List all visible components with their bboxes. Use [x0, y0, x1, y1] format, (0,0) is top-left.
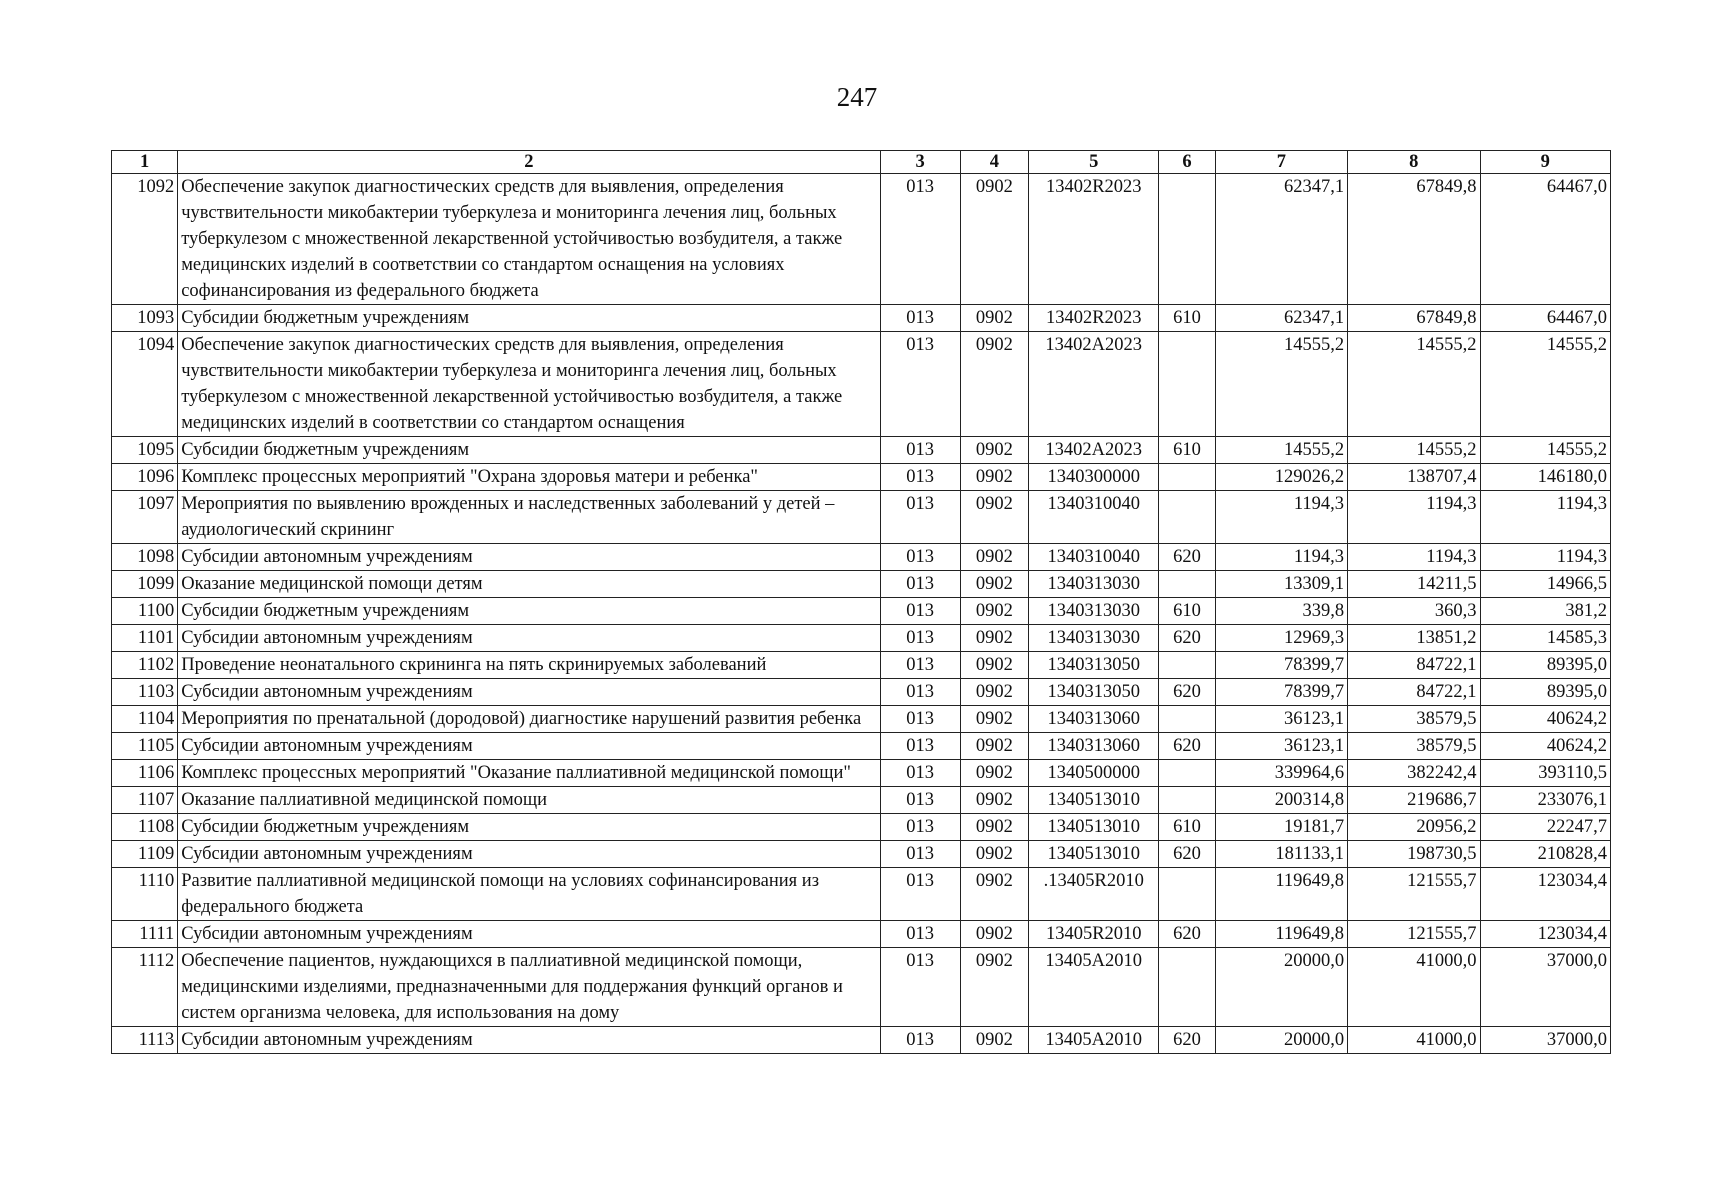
target-article: 1340513010	[1029, 814, 1159, 841]
row-number: 1109	[112, 841, 178, 868]
row-number: 1095	[112, 437, 178, 464]
row-number: 1102	[112, 652, 178, 679]
table-row	[112, 948, 1611, 1027]
amount-2024: 36123,1	[1215, 733, 1347, 760]
target-article: 1340310040	[1029, 491, 1159, 544]
amount-2025: 14555,2	[1348, 332, 1480, 437]
ministry-code: 013	[880, 760, 960, 787]
ministry-code: 013	[880, 625, 960, 652]
expense-type	[1159, 652, 1215, 679]
section-code: 0902	[960, 598, 1028, 625]
column-header: 9	[1480, 151, 1611, 174]
target-article: 1340313030	[1029, 625, 1159, 652]
amount-2026: 89395,0	[1480, 679, 1611, 706]
section-code: 0902	[960, 652, 1028, 679]
expense-type	[1159, 174, 1215, 305]
amount-2025: 198730,5	[1348, 841, 1480, 868]
target-article: 13402R2023	[1029, 174, 1159, 305]
expense-type: 610	[1159, 437, 1215, 464]
item-name: Субсидии бюджетным учреждениям	[178, 598, 880, 625]
amount-2024: 12969,3	[1215, 625, 1347, 652]
amount-2024: 339964,6	[1215, 760, 1347, 787]
amount-2025: 382242,4	[1348, 760, 1480, 787]
table-row	[112, 733, 1611, 760]
item-name: Субсидии бюджетным учреждениям	[178, 437, 880, 464]
column-header: 2	[178, 151, 880, 174]
expense-type: 620	[1159, 544, 1215, 571]
amount-2024: 200314,8	[1215, 787, 1347, 814]
table-row	[112, 544, 1611, 571]
amount-2024: 14555,2	[1215, 332, 1347, 437]
ministry-code: 013	[880, 437, 960, 464]
expense-type	[1159, 571, 1215, 598]
table-row	[112, 706, 1611, 733]
target-article: 13402A2023	[1029, 437, 1159, 464]
target-article: 1340313050	[1029, 679, 1159, 706]
amount-2024: 1194,3	[1215, 491, 1347, 544]
expense-type	[1159, 760, 1215, 787]
row-number: 1099	[112, 571, 178, 598]
amount-2026: 123034,4	[1480, 868, 1611, 921]
amount-2024: 129026,2	[1215, 464, 1347, 491]
section-code: 0902	[960, 437, 1028, 464]
amount-2026: 40624,2	[1480, 706, 1611, 733]
amount-2026: 393110,5	[1480, 760, 1611, 787]
row-number: 1111	[112, 921, 178, 948]
amount-2025: 20956,2	[1348, 814, 1480, 841]
amount-2026: 37000,0	[1480, 1027, 1611, 1054]
section-code: 0902	[960, 921, 1028, 948]
column-header: 5	[1029, 151, 1159, 174]
item-name: Развитие паллиативной медицинской помощи на условиях софинансирования из федерального бюджета	[178, 868, 880, 921]
table-row	[112, 571, 1611, 598]
amount-2024: 62347,1	[1215, 174, 1347, 305]
amount-2025: 41000,0	[1348, 948, 1480, 1027]
column-header: 4	[960, 151, 1028, 174]
amount-2026: 14585,3	[1480, 625, 1611, 652]
row-number: 1113	[112, 1027, 178, 1054]
amount-2026: 89395,0	[1480, 652, 1611, 679]
expense-type: 620	[1159, 625, 1215, 652]
amount-2025: 121555,7	[1348, 868, 1480, 921]
amount-2024: 20000,0	[1215, 948, 1347, 1027]
section-code: 0902	[960, 733, 1028, 760]
expense-type	[1159, 868, 1215, 921]
expense-type: 610	[1159, 814, 1215, 841]
amount-2026: 64467,0	[1480, 174, 1611, 305]
column-header: 7	[1215, 151, 1347, 174]
amount-2026: 1194,3	[1480, 544, 1611, 571]
item-name: Субсидии автономным учреждениям	[178, 679, 880, 706]
item-name: Мероприятия по пренатальной (дородовой) диагностике нарушений развития ребенка	[178, 706, 880, 733]
ministry-code: 013	[880, 814, 960, 841]
item-name: Оказание паллиативной медицинской помощи	[178, 787, 880, 814]
target-article: 1340300000	[1029, 464, 1159, 491]
section-code: 0902	[960, 787, 1028, 814]
expense-type: 620	[1159, 921, 1215, 948]
row-number: 1101	[112, 625, 178, 652]
table-row	[112, 464, 1611, 491]
amount-2026: 1194,3	[1480, 491, 1611, 544]
item-name: Мероприятия по выявлению врожденных и наследственных заболеваний у детей – аудиологический скрининг	[178, 491, 880, 544]
section-code: 0902	[960, 760, 1028, 787]
section-code: 0902	[960, 868, 1028, 921]
amount-2024: 19181,7	[1215, 814, 1347, 841]
table-row	[112, 921, 1611, 948]
amount-2025: 38579,5	[1348, 733, 1480, 760]
table-row	[112, 787, 1611, 814]
ministry-code: 013	[880, 868, 960, 921]
ministry-code: 013	[880, 948, 960, 1027]
ministry-code: 013	[880, 841, 960, 868]
amount-2024: 119649,8	[1215, 868, 1347, 921]
table-row	[112, 1027, 1611, 1054]
expense-type	[1159, 332, 1215, 437]
table-row	[112, 437, 1611, 464]
target-article: 13402A2023	[1029, 332, 1159, 437]
item-name: Субсидии автономным учреждениям	[178, 625, 880, 652]
ministry-code: 013	[880, 174, 960, 305]
row-number: 1098	[112, 544, 178, 571]
amount-2025: 121555,7	[1348, 921, 1480, 948]
item-name: Проведение неонатального скрининга на пять скринируемых заболеваний	[178, 652, 880, 679]
table-row	[112, 652, 1611, 679]
item-name: Субсидии автономным учреждениям	[178, 1027, 880, 1054]
ministry-code: 013	[880, 679, 960, 706]
amount-2024: 36123,1	[1215, 706, 1347, 733]
ministry-code: 013	[880, 491, 960, 544]
section-code: 0902	[960, 571, 1028, 598]
target-article: 13402R2023	[1029, 305, 1159, 332]
row-number: 1093	[112, 305, 178, 332]
section-code: 0902	[960, 544, 1028, 571]
amount-2024: 339,8	[1215, 598, 1347, 625]
target-article: 1340310040	[1029, 544, 1159, 571]
section-code: 0902	[960, 1027, 1028, 1054]
target-article: .13405R2010	[1029, 868, 1159, 921]
ministry-code: 013	[880, 1027, 960, 1054]
ministry-code: 013	[880, 544, 960, 571]
target-article: 1340313050	[1029, 652, 1159, 679]
section-code: 0902	[960, 706, 1028, 733]
expense-type	[1159, 706, 1215, 733]
row-number: 1096	[112, 464, 178, 491]
table-row	[112, 841, 1611, 868]
target-article: 1340313030	[1029, 571, 1159, 598]
expense-type: 620	[1159, 841, 1215, 868]
section-code: 0902	[960, 814, 1028, 841]
table-row	[112, 625, 1611, 652]
amount-2026: 64467,0	[1480, 305, 1611, 332]
table-row	[112, 814, 1611, 841]
ministry-code: 013	[880, 305, 960, 332]
header-row	[112, 151, 1611, 174]
item-name: Субсидии автономным учреждениям	[178, 733, 880, 760]
column-header: 8	[1348, 151, 1480, 174]
expense-type	[1159, 948, 1215, 1027]
amount-2026: 14966,5	[1480, 571, 1611, 598]
row-number: 1103	[112, 679, 178, 706]
section-code: 0902	[960, 332, 1028, 437]
amount-2026: 233076,1	[1480, 787, 1611, 814]
item-name: Комплекс процессных мероприятий "Охрана здоровья матери и ребенка"	[178, 464, 880, 491]
amount-2025: 1194,3	[1348, 491, 1480, 544]
ministry-code: 013	[880, 598, 960, 625]
section-code: 0902	[960, 948, 1028, 1027]
section-code: 0902	[960, 174, 1028, 305]
row-number: 1094	[112, 332, 178, 437]
expense-type: 620	[1159, 679, 1215, 706]
amount-2025: 67849,8	[1348, 305, 1480, 332]
ministry-code: 013	[880, 706, 960, 733]
amount-2024: 20000,0	[1215, 1027, 1347, 1054]
table-row	[112, 305, 1611, 332]
amount-2026: 146180,0	[1480, 464, 1611, 491]
amount-2025: 219686,7	[1348, 787, 1480, 814]
row-number: 1106	[112, 760, 178, 787]
row-number: 1110	[112, 868, 178, 921]
amount-2025: 84722,1	[1348, 652, 1480, 679]
amount-2024: 14555,2	[1215, 437, 1347, 464]
row-number: 1105	[112, 733, 178, 760]
target-article: 1340513010	[1029, 841, 1159, 868]
expense-type: 610	[1159, 305, 1215, 332]
table-row	[112, 174, 1611, 305]
budget-table	[111, 150, 1611, 1054]
amount-2024: 78399,7	[1215, 652, 1347, 679]
item-name: Обеспечение пациентов, нуждающихся в паллиативной медицинской помощи, медицинскими изделиями, предназначенными для поддержания функций органов и систем организма человека, для использования на дому	[178, 948, 880, 1027]
table-row	[112, 760, 1611, 787]
section-code: 0902	[960, 841, 1028, 868]
row-number: 1092	[112, 174, 178, 305]
amount-2026: 123034,4	[1480, 921, 1611, 948]
column-header: 1	[112, 151, 178, 174]
amount-2024: 181133,1	[1215, 841, 1347, 868]
target-article: 13405R2010	[1029, 921, 1159, 948]
amount-2025: 360,3	[1348, 598, 1480, 625]
item-name: Субсидии бюджетным учреждениям	[178, 305, 880, 332]
amount-2025: 84722,1	[1348, 679, 1480, 706]
amount-2024: 119649,8	[1215, 921, 1347, 948]
row-number: 1112	[112, 948, 178, 1027]
expense-type: 610	[1159, 598, 1215, 625]
expense-type: 620	[1159, 733, 1215, 760]
expense-type	[1159, 491, 1215, 544]
column-header: 3	[880, 151, 960, 174]
amount-2025: 38579,5	[1348, 706, 1480, 733]
row-number: 1097	[112, 491, 178, 544]
row-number: 1100	[112, 598, 178, 625]
amount-2025: 1194,3	[1348, 544, 1480, 571]
section-code: 0902	[960, 464, 1028, 491]
amount-2024: 13309,1	[1215, 571, 1347, 598]
target-article: 1340500000	[1029, 760, 1159, 787]
ministry-code: 013	[880, 733, 960, 760]
table-row	[112, 679, 1611, 706]
section-code: 0902	[960, 625, 1028, 652]
item-name: Комплекс процессных мероприятий "Оказание паллиативной медицинской помощи"	[178, 760, 880, 787]
amount-2025: 138707,4	[1348, 464, 1480, 491]
expense-type	[1159, 787, 1215, 814]
ministry-code: 013	[880, 464, 960, 491]
row-number: 1108	[112, 814, 178, 841]
row-number: 1107	[112, 787, 178, 814]
item-name: Обеспечение закупок диагностических средств для выявления, определения чувствительности микобактерии туберкулеза и мониторинга лечения лиц, больных туберкулезом с множественной лекарственной устойчивостью возбудителя, а также медицинских изделий в соответствии со стандартом оснащения	[178, 332, 880, 437]
section-code: 0902	[960, 679, 1028, 706]
table-body	[112, 174, 1611, 1054]
ministry-code: 013	[880, 652, 960, 679]
amount-2025: 14555,2	[1348, 437, 1480, 464]
target-article: 1340313030	[1029, 598, 1159, 625]
row-number: 1104	[112, 706, 178, 733]
amount-2026: 37000,0	[1480, 948, 1611, 1027]
amount-2024: 1194,3	[1215, 544, 1347, 571]
ministry-code: 013	[880, 921, 960, 948]
section-code: 0902	[960, 491, 1028, 544]
amount-2026: 381,2	[1480, 598, 1611, 625]
target-article: 1340313060	[1029, 706, 1159, 733]
target-article: 1340513010	[1029, 787, 1159, 814]
column-header: 6	[1159, 151, 1215, 174]
amount-2024: 78399,7	[1215, 679, 1347, 706]
table-row	[112, 598, 1611, 625]
expense-type: 620	[1159, 1027, 1215, 1054]
amount-2026: 14555,2	[1480, 332, 1611, 437]
amount-2026: 210828,4	[1480, 841, 1611, 868]
page-number: 247	[836, 82, 878, 112]
section-code: 0902	[960, 305, 1028, 332]
amount-2026: 22247,7	[1480, 814, 1611, 841]
item-name: Субсидии автономным учреждениям	[178, 921, 880, 948]
item-name: Субсидии бюджетным учреждениям	[178, 814, 880, 841]
amount-2025: 67849,8	[1348, 174, 1480, 305]
expense-type	[1159, 464, 1215, 491]
item-name: Оказание медицинской помощи детям	[178, 571, 880, 598]
amount-2026: 14555,2	[1480, 437, 1611, 464]
table-row	[112, 868, 1611, 921]
amount-2026: 40624,2	[1480, 733, 1611, 760]
amount-2025: 14211,5	[1348, 571, 1480, 598]
table-row	[112, 491, 1611, 544]
amount-2025: 13851,2	[1348, 625, 1480, 652]
target-article: 13405A2010	[1029, 1027, 1159, 1054]
target-article: 13405A2010	[1029, 948, 1159, 1027]
target-article: 1340313060	[1029, 733, 1159, 760]
ministry-code: 013	[880, 332, 960, 437]
ministry-code: 013	[880, 571, 960, 598]
item-name: Субсидии автономным учреждениям	[178, 841, 880, 868]
item-name: Субсидии автономным учреждениям	[178, 544, 880, 571]
ministry-code: 013	[880, 787, 960, 814]
amount-2025: 41000,0	[1348, 1027, 1480, 1054]
amount-2024: 62347,1	[1215, 305, 1347, 332]
table-row	[112, 332, 1611, 437]
item-name: Обеспечение закупок диагностических средств для выявления, определения чувствительности микобактерии туберкулеза и мониторинга лечения лиц, больных туберкулезом с множественной лекарственной устойчивостью возбудителя, а также медицинских изделий в соответствии со стандартом оснащения на условиях софинансирования из федерального бюджета	[178, 174, 880, 305]
